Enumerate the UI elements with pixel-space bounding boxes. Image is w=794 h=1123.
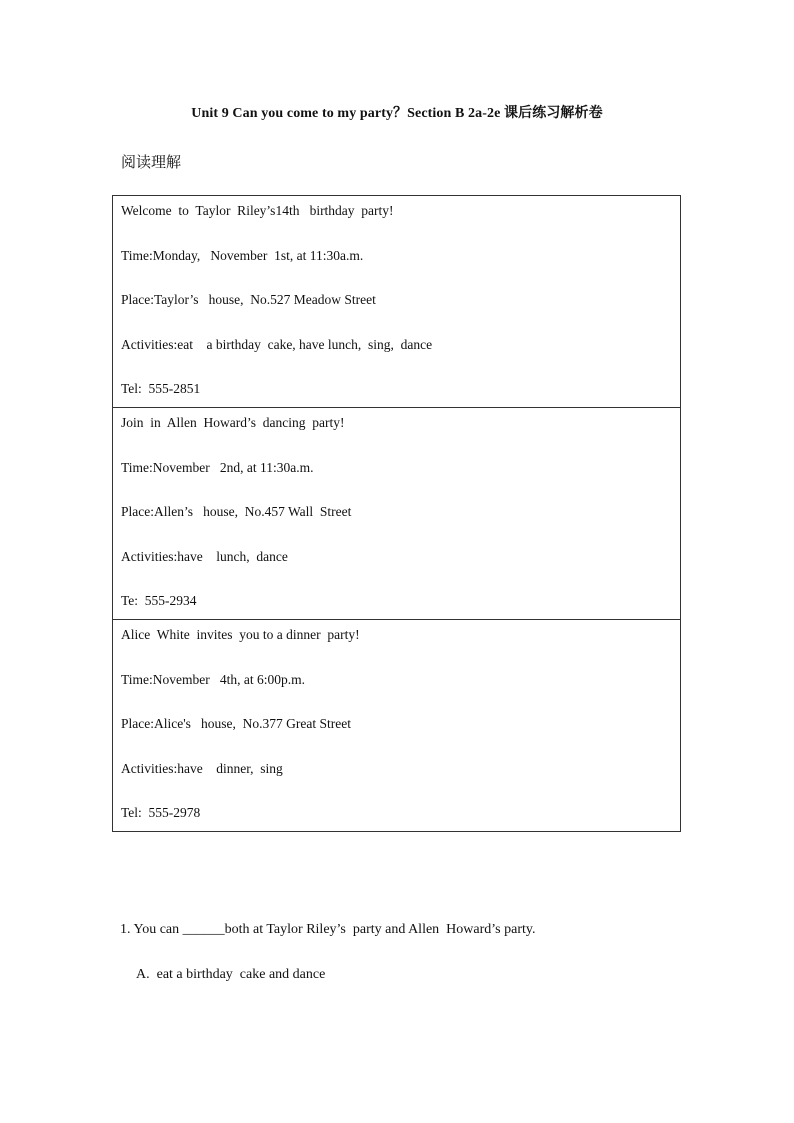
document-title: Unit 9 Can you come to my party？Section B 2a-2e 课后练习解析卷 (191, 106, 603, 121)
section-label-reading: 阅读理解 (121, 155, 182, 171)
invitation-activities: Activities:have lunch, dance (121, 548, 288, 564)
invitation-activities: Activities:have dinner, sing (121, 760, 283, 776)
question-1-option-a: A. eat a birthday cake and dance (136, 967, 326, 982)
invitation-heading: Join in Allen Howard’s dancing party! (121, 415, 345, 430)
invitation-place: Place:Taylor’s house, No.527 Meadow Street (121, 292, 376, 307)
invitation-card-alice (113, 620, 680, 831)
invitation-tel: Tel: 555-2978 (121, 805, 201, 820)
invitation-activities: Activities:eat a birthday cake, have lunch, sing, dance (121, 336, 433, 352)
invitation-heading: Alice White invites you to a dinner party! (121, 627, 360, 642)
invitation-time: Time:November 2nd, at 11:30a.m. (121, 459, 314, 475)
invitation-time: Time:Monday, November 1st, at 11:30a.m. (121, 247, 364, 263)
invitation-place: Place:Alice's house, No.377 Great Street (121, 716, 351, 731)
invitation-tel: Te: 555-2934 (121, 593, 197, 608)
question-1-stem: 1. You can ______both at Taylor Riley’s party and Allen Howard’s party. (120, 922, 536, 937)
invitation-card-taylor (113, 196, 680, 408)
invitation-time: Time:November 4th, at 6:00p.m. (121, 671, 305, 687)
invitation-place: Place:Allen’s house, No.457 Wall Street (121, 504, 352, 519)
invitation-card-allen (113, 408, 680, 620)
invitation-heading: Welcome to Taylor Riley’s14th birthday party! (121, 203, 394, 218)
invitation-tel: Tel: 555-2851 (121, 381, 201, 396)
invitation-table (112, 195, 681, 832)
